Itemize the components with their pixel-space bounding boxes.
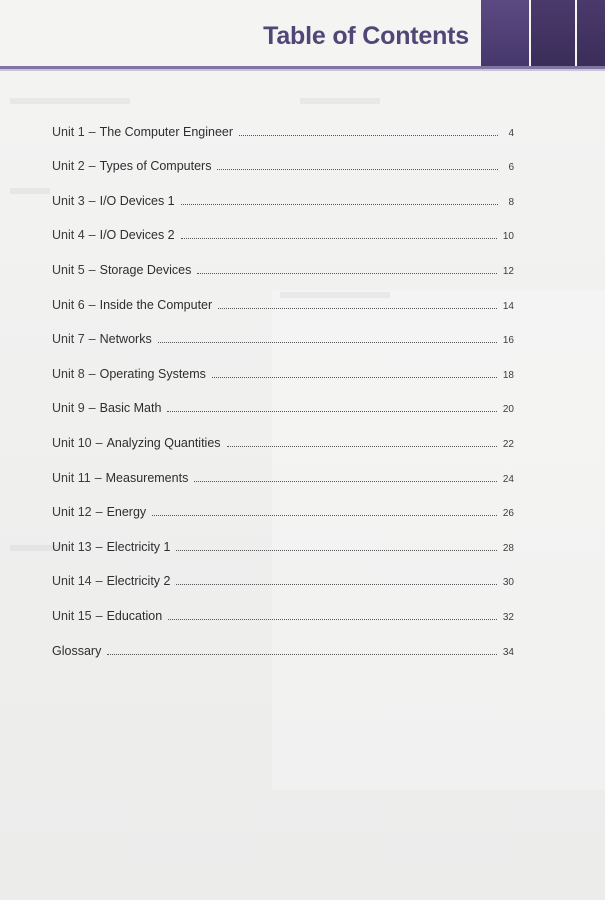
- toc-entry: [52, 639, 514, 674]
- toc-separator: –: [95, 435, 103, 450]
- toc-unit-number: Unit 12: [52, 505, 92, 520]
- toc-entry: [52, 120, 514, 155]
- toc-page-number: 10: [502, 231, 514, 243]
- toc-unit-number: Unit 7: [52, 332, 85, 347]
- dot-leader: [217, 169, 498, 170]
- page-title: Table of Contents: [263, 22, 469, 50]
- toc-entry-title: The Computer Engineer: [99, 124, 234, 139]
- toc-separator: –: [88, 228, 96, 243]
- toc-entry: [52, 328, 514, 363]
- toc-entry: [52, 535, 514, 570]
- toc-page-number: 28: [502, 542, 514, 554]
- toc-separator: –: [95, 574, 103, 589]
- toc-entry: [52, 397, 514, 432]
- toc-entry-title: Education: [106, 608, 163, 623]
- header-rule-light: [0, 69, 605, 71]
- toc-entry: [52, 362, 514, 397]
- dot-leader: [152, 515, 497, 516]
- toc-page-number: 34: [502, 646, 514, 658]
- toc-separator: –: [88, 124, 96, 139]
- toc-separator: –: [88, 366, 96, 381]
- toc-separator: –: [95, 608, 103, 623]
- toc-unit-number: Unit 14: [52, 574, 92, 589]
- toc-entry-title: Measurements: [105, 470, 189, 485]
- toc-unit-number: Unit 13: [52, 539, 92, 554]
- toc-unit-number: Unit 6: [52, 297, 85, 312]
- dot-leader: [181, 204, 498, 205]
- toc-entry-title: Inside the Computer: [99, 297, 213, 312]
- dot-leader: [107, 654, 497, 655]
- toc-unit-number: Unit 4: [52, 228, 85, 243]
- dot-leader: [176, 584, 496, 585]
- dot-leader: [239, 135, 498, 136]
- toc-entry: [52, 189, 514, 224]
- dot-leader: [227, 446, 497, 447]
- corner-tab: [577, 0, 605, 66]
- corner-decoration: [479, 0, 605, 66]
- toc-unit-number: Unit 1: [52, 124, 85, 139]
- toc-unit-number: Unit 8: [52, 366, 85, 381]
- toc-page-number: 20: [502, 404, 514, 416]
- toc-unit-number: Unit 10: [52, 435, 92, 450]
- toc-page-number: 24: [502, 473, 514, 485]
- toc-entry: [52, 258, 514, 293]
- toc-separator: –: [88, 193, 96, 208]
- toc-entry: [52, 466, 514, 501]
- toc-separator: –: [88, 262, 96, 277]
- toc-separator: –: [88, 297, 96, 312]
- dot-leader: [194, 481, 497, 482]
- toc-entry: [52, 293, 514, 328]
- corner-tab: [531, 0, 575, 66]
- toc-entry-title: I/O Devices 2: [99, 228, 175, 243]
- toc-entry: [52, 155, 514, 190]
- header: [0, 0, 605, 72]
- dot-leader: [168, 619, 497, 620]
- toc-entry-title: Storage Devices: [99, 262, 192, 277]
- dot-leader: [197, 273, 497, 274]
- toc-separator: –: [88, 401, 96, 416]
- toc-page-number: 6: [508, 162, 514, 174]
- show-through-mark: [10, 188, 50, 194]
- toc-separator: –: [95, 505, 103, 520]
- toc-unit-number: Unit 11: [52, 470, 91, 485]
- toc-unit-number: Unit 2: [52, 159, 85, 174]
- toc-page-number: 18: [502, 369, 514, 381]
- show-through-mark: [10, 98, 130, 104]
- toc-separator: –: [95, 539, 103, 554]
- toc-unit-number: Unit 5: [52, 262, 85, 277]
- toc-entry: [52, 224, 514, 259]
- toc-entry-title: Electricity 2: [106, 574, 171, 589]
- dot-leader: [158, 342, 497, 343]
- toc-entry: [52, 604, 514, 639]
- toc-entry-title: Electricity 1: [106, 539, 171, 554]
- toc-page-number: 16: [502, 335, 514, 347]
- toc-entry-title: Types of Computers: [99, 159, 212, 174]
- dot-leader: [167, 411, 496, 412]
- toc-entry-title: Glossary: [52, 643, 102, 658]
- dot-leader: [218, 308, 497, 309]
- toc-entry-title: Basic Math: [99, 401, 162, 416]
- table-of-contents: [52, 120, 514, 674]
- toc-page-number: 14: [502, 300, 514, 312]
- toc-entry: [52, 570, 514, 605]
- toc-page-number: 22: [502, 438, 514, 450]
- toc-page-number: 4: [508, 127, 514, 139]
- corner-tab: [481, 0, 529, 66]
- toc-page-number: 30: [502, 577, 514, 589]
- toc-entry: [52, 431, 514, 466]
- toc-unit-number: Unit 9: [52, 401, 85, 416]
- toc-entry-title: Networks: [99, 332, 152, 347]
- toc-page-number: 32: [502, 611, 514, 623]
- toc-entry-title: I/O Devices 1: [99, 193, 175, 208]
- dot-leader: [176, 550, 496, 551]
- toc-page-number: 8: [508, 196, 514, 208]
- toc-entry-title: Operating Systems: [99, 366, 206, 381]
- toc-unit-number: Unit 3: [52, 193, 85, 208]
- toc-entry-title: Analyzing Quantities: [106, 435, 221, 450]
- show-through-mark: [300, 98, 380, 104]
- toc-page-number: 26: [502, 508, 514, 520]
- toc-page-number: 12: [502, 265, 514, 277]
- toc-separator: –: [88, 159, 96, 174]
- dot-leader: [181, 238, 497, 239]
- toc-separator: –: [94, 470, 102, 485]
- toc-separator: –: [88, 332, 96, 347]
- dot-leader: [212, 377, 497, 378]
- toc-entry-title: Energy: [106, 505, 147, 520]
- toc-entry: [52, 501, 514, 536]
- toc-unit-number: Unit 15: [52, 608, 92, 623]
